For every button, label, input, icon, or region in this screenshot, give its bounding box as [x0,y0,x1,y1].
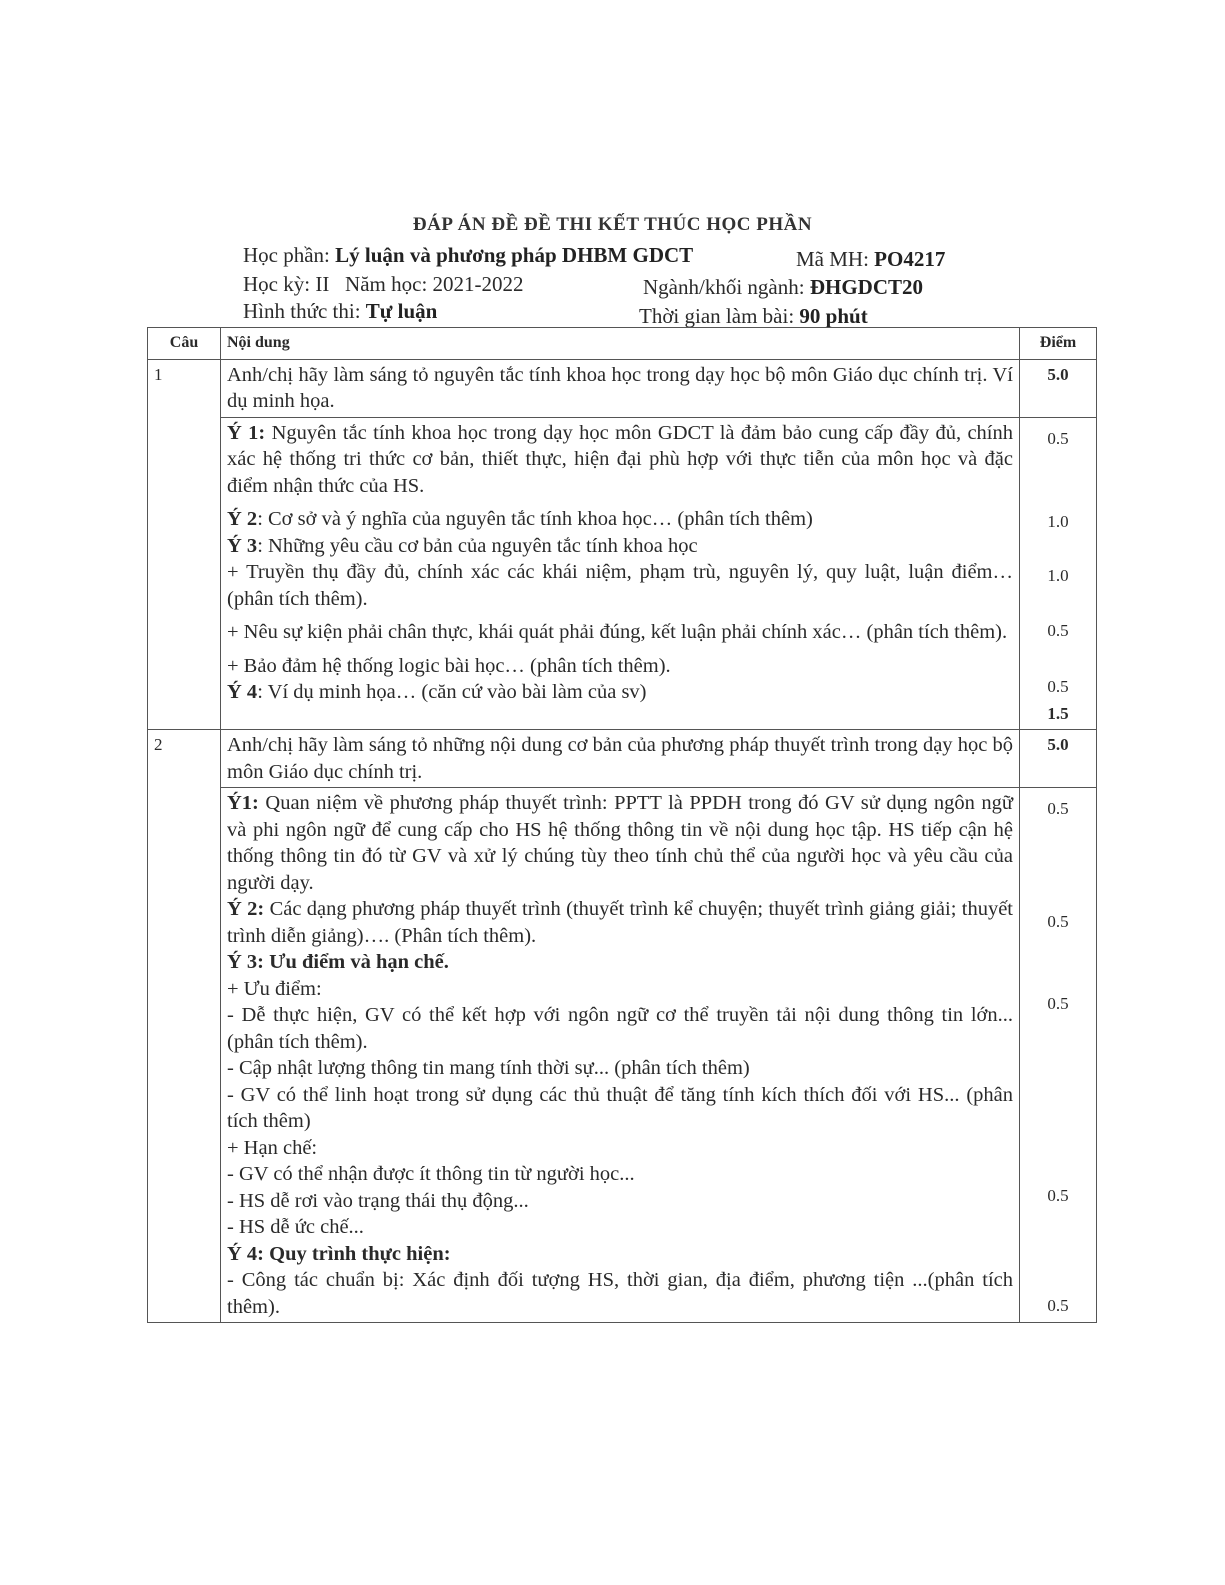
question-text: Anh/chị hãy làm sáng tỏ nguyên tắc tính khoa học trong dạy học bộ môn Giáo dục chính trị. Ví dụ minh họa. [221,359,1020,417]
answer-subpoint: - Công tác chuẩn bị: Xác định đối tượng HS, thời gian, địa điểm, phương tiện ...(phân tích thêm). [227,1269,1013,1318]
table-row [148,359,1097,417]
exam-form-line [243,299,437,324]
answer-subpoint: - HS dễ ức chế... [227,1216,364,1238]
document-title: ĐÁP ÁN ĐỀ ĐỀ THI KẾT THÚC HỌC PHẦN [412,214,813,235]
table-row [148,730,1097,788]
answer-subpoint: + Nêu sự kiện phải chân thực, khái quát phải đúng, kết luận phải chính xác… (phân tích thêm). [227,621,1008,643]
point-scores [1020,417,1097,730]
question-number: 1 [148,359,221,730]
table-row [148,788,1097,1323]
answer-subpoint: + Bảo đảm hệ thống logic bài học… (phân tích thêm). [227,654,671,677]
answer-subpoint: - Dễ thực hiện, GV có thể kết hợp với ngôn ngữ cơ thể truyền tải nội dung thông tin lớn... (phân tích thêm). [227,1004,1013,1053]
table-row [148,417,1097,730]
score-value: 0.5 [1047,1296,1069,1315]
course-label: Học phần: [243,243,336,267]
col-header-noidung: Nội dung [221,328,1020,360]
answer-point: Ý 2: Các dạng phương pháp thuyết trình (thuyết trình kể chuyện; thuyết trình giảng giải; thuyết trình diễn giảng)…. (Phân tích thêm). [227,898,1013,947]
answer-point: Ý1: Quan niệm về phương pháp thuyết trình: PPTT là PPDH trong đó GV sử dụng ngôn ngữ và phi ngôn ngữ để cung cấp cho HS hệ thống thông tin về nội dung học tập. HS tiếp cận hệ thống thông tin đó từ GV và xử lý chúng tùy theo tính chủ thể của người học và yêu cầu của người dạy. [227,792,1013,894]
major-label: Ngành/khối ngành: [643,275,810,299]
score-value: 1.5 [1047,703,1069,723]
course-name: Lý luận và phương pháp DHBM GDCT [335,243,694,267]
answer-subpoint: - GV có thể linh hoạt trong sử dụng các thủ thuật để tăng tính kích thích đối với HS... (phân tích thêm) [227,1083,1013,1132]
score-value: 0.5 [1047,799,1069,818]
answer-point: Ý 4: Ví dụ minh họa… (căn cứ vào bài làm của sv) [227,681,647,703]
question-total-score: 5.0 [1020,730,1097,788]
form-value: Tự luận [365,299,438,323]
course-code-line [796,247,945,272]
major-line [643,275,923,300]
score-value: 0.5 [1047,1185,1069,1205]
question-total-score: 5.0 [1020,359,1097,417]
answer-subheading: + Hạn chế: [227,1136,318,1159]
answer-point: Ý 3: Những yêu cầu cơ bản của nguyên tắc tính khoa học [227,534,698,557]
course-code: PO4217 [874,247,946,271]
answer-point-heading: Ý 3: Ưu điểm và hạn chế. [227,951,449,973]
major-value: ĐHGDCT20 [809,275,923,299]
question-number: 2 [148,730,221,1323]
score-value: 0.5 [1047,620,1069,640]
answer-subpoint: - GV có thể nhận được ít thông tin từ người học... [227,1163,635,1185]
score-value: 1.0 [1047,511,1069,531]
answer-point: Ý 2: Cơ sở và ý nghĩa của nguyên tắc tính khoa học… (phân tích thêm) [227,508,813,530]
question-text: Anh/chị hãy làm sáng tỏ những nội dung cơ bản của phương pháp thuyết trình trong dạy học bộ môn Giáo dục chính trị. [221,730,1020,788]
answer-subpoint: - HS dễ rơi vào trạng thái thụ động... [227,1189,529,1212]
answer-point: Ý 1: Nguyên tắc tính khoa học trong dạy học môn GDCT là đảm bảo cung cấp đầy đủ, chính xác hệ thống tri thức cơ bản, thiết thực, hiện đại phù hợp với thực tiễn của môn học và đặc điểm nhận thức của HS. [227,421,1013,497]
semester-line: Học kỳ: II Năm học: 2021-2022 [243,272,524,296]
form-label: Hình thức thi: [243,299,366,323]
score-value: 0.5 [1047,994,1069,1013]
time-value: 90 phút [799,304,868,328]
answer-content [221,417,1020,730]
exam-time-line [639,304,868,329]
time-label: Thời gian làm bài: [639,304,800,328]
col-header-diem: Điểm [1020,328,1097,360]
table-header-row [148,328,1097,360]
point-scores [1020,788,1097,1323]
answer-subpoint: - Cập nhật lượng thông tin mang tính thời sự... (phân tích thêm) [227,1057,750,1079]
answer-subheading: + Ưu điểm: [227,977,322,1000]
score-value: 1.0 [1047,566,1069,585]
col-header-cau: Câu [148,328,221,360]
answer-table [147,327,1097,1323]
score-value: 0.5 [1047,677,1069,696]
score-value: 0.5 [1047,428,1069,448]
answer-content [221,788,1020,1323]
course-line [243,243,693,268]
score-value: 0.5 [1047,911,1069,931]
code-label: Mã MH: [796,247,875,271]
answer-point-heading: Ý 4: Quy trình thực hiện: [227,1242,451,1265]
answer-subpoint: + Truyền thụ đầy đủ, chính xác các khái niệm, phạm trù, nguyên lý, quy luật, luận điểm… (phân tích thêm). [227,561,1013,610]
